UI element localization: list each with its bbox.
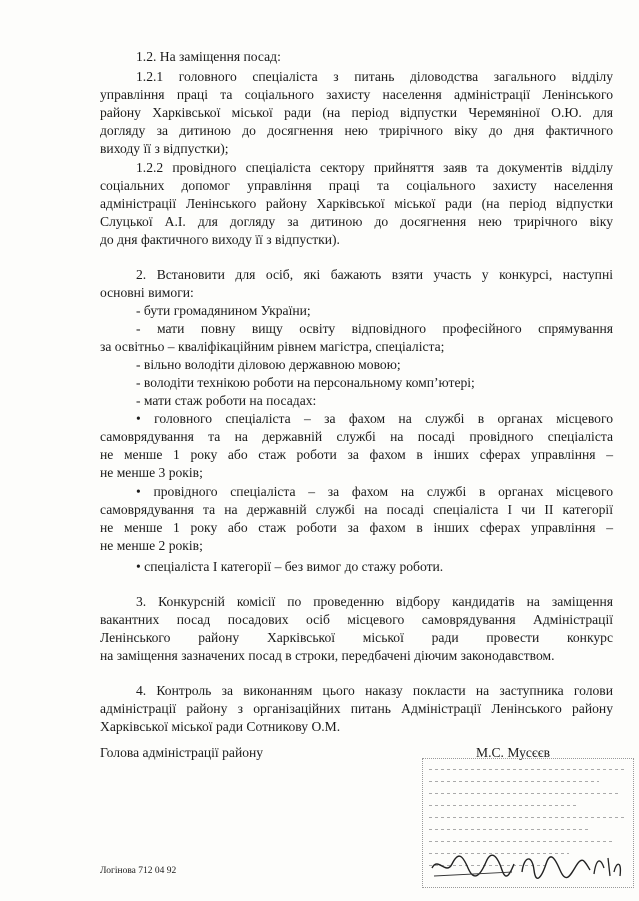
paragraph-line: основні вимоги: xyxy=(100,285,194,300)
bullet-item: • головного спеціаліста – за фахом на службі в органах місцевого xyxy=(136,411,613,426)
requirement-item: - вільно володіти діловою державною мовою; xyxy=(136,357,401,372)
handwritten-signature xyxy=(428,846,518,886)
requirement-item: - мати повну вищу освіту відповідного професійного спрямування xyxy=(136,321,613,336)
handwritten-signature xyxy=(518,846,626,886)
bullet-item: • спеціаліста I категорії – без вимог до стажу роботи. xyxy=(136,559,444,574)
paragraph-line: управління праці та соціального захисту населення адміністрації Ленінського xyxy=(100,87,613,102)
bullet-item: не менше 1 року або стаж роботи за фахом в інших сферах управління – xyxy=(100,447,613,462)
bullet-item: не менше 1 року або стаж роботи за фахом в інших сферах управління – xyxy=(100,520,613,535)
section-1-2-heading: 1.2. На заміщення посад: xyxy=(136,49,281,64)
paragraph-line: Харківської міської ради Сотникову О.М. xyxy=(100,719,341,734)
paragraph-line: 2. Встановити для осіб, які бажають взяти участь у конкурсі, наступні xyxy=(136,267,613,282)
paragraph-line: району Харківської міської ради (на період відпустки Черемяніної О.Ю. для xyxy=(100,105,613,120)
paragraph-line: соціальних допомог управління праці та соціального захисту населення xyxy=(100,178,613,193)
bullet-item: самоврядування та на державній службі на посаді провідного спеціаліста xyxy=(100,429,613,444)
bullet-item: не менше 2 років; xyxy=(100,538,203,553)
paragraph-line: виходу її з відпустки); xyxy=(100,141,229,156)
paragraph-line: 1.2.2 провідного спеціаліста сектору прийняття заяв та документів відділу xyxy=(136,160,613,175)
paragraph-line: догляду за дитиною до досягнення нею трирічного віку до дня фактичного xyxy=(100,123,613,138)
paragraph-line: 3. Конкурсній комісії по проведенню відбору кандидатів на заміщення xyxy=(136,594,613,609)
paragraph-line: на заміщення зазначених посад в строки, передбачені діючим законодавством. xyxy=(100,648,555,663)
paragraph-line: 1.2.1 головного спеціаліста з питань діловодства загального відділу xyxy=(136,69,613,84)
paragraph-line: адміністрації району з організаційних питань Адміністрації Ленінського району xyxy=(100,701,613,716)
signatory-name: М.С. Мусєєв xyxy=(476,745,551,760)
bullet-item: самоврядування та на державній службі на посаді спеціаліста I чи II категорії xyxy=(100,502,613,517)
paragraph-line: адміністрації Ленінського району Харківської міської ради (на період відпустки xyxy=(100,196,613,211)
bullet-item: не менше 3 років; xyxy=(100,465,203,480)
requirement-item: - мати стаж роботи на посадах: xyxy=(136,393,317,408)
executor-info: Логінова 712 04 92 xyxy=(100,866,177,876)
paragraph-line: Ленінського району Харківської міської ради провести конкурс xyxy=(100,630,613,645)
paragraph-line: вакантних посад посадових осіб місцевого самоврядування Адміністрації xyxy=(100,612,613,627)
requirement-item: - володіти технікою роботи на персональному комп’ютері; xyxy=(136,375,475,390)
requirement-item: - бути громадянином України; xyxy=(136,303,311,318)
paragraph-line: Слуцької А.І. для догляду за дитиною до досягнення нею трирічного віку xyxy=(100,214,613,229)
paragraph-line: 4. Контроль за виконанням цього наказу покласти на заступника голови xyxy=(136,683,613,698)
paragraph-line: до дня фактичного виходу її з відпустки). xyxy=(100,232,340,247)
signatory-position: Голова адміністрації району xyxy=(100,745,264,760)
bullet-item: • провідного спеціаліста – за фахом на службі в органах місцевого xyxy=(136,484,613,499)
requirement-item: за освітньо – кваліфікаційним рівнем магістра, спеціаліста; xyxy=(100,339,445,354)
